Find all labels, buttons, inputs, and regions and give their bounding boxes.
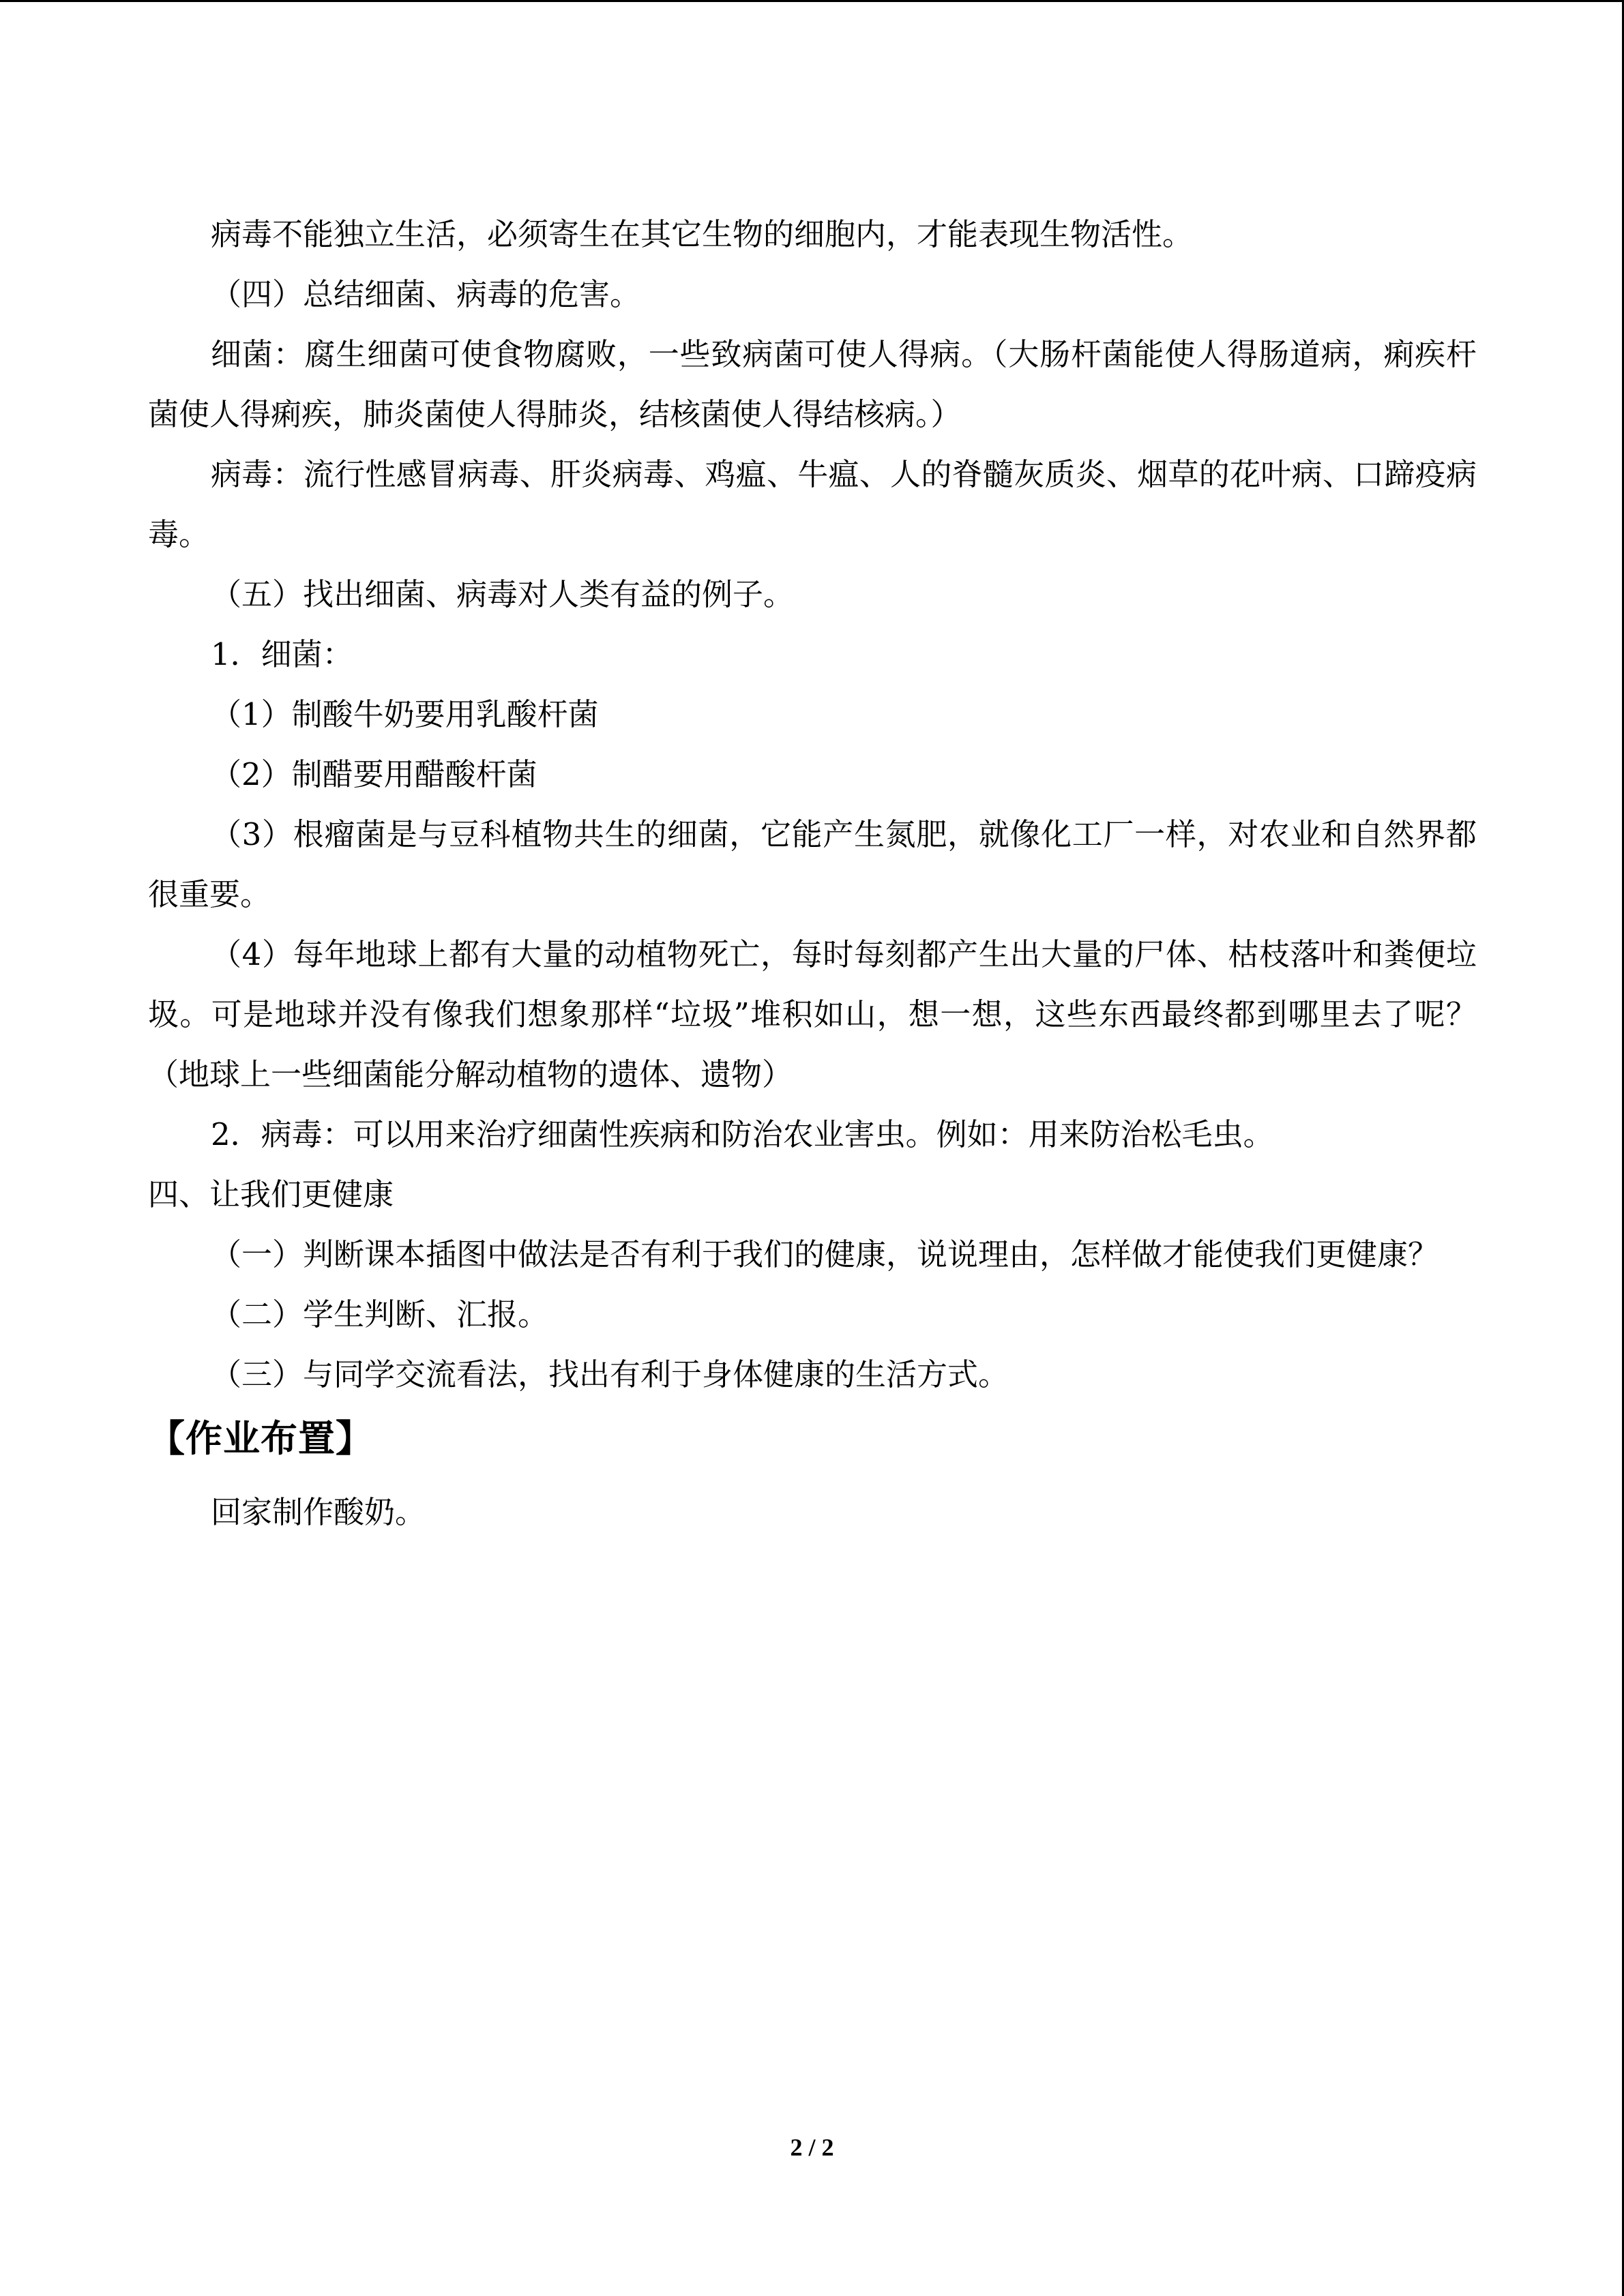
item-bacteria-2: （2）制醋要用醋酸杆菌 [211, 756, 537, 792]
paragraph-virus-parasitic: 病毒不能独立生活，必须寄生在其它生物的细胞内，才能表现生物活性。 [211, 216, 1194, 252]
section-five-title: （五）找出细菌、病毒对人类有益的例子。 [211, 576, 795, 612]
item-bacteria-3: （3）根瘤菌是与豆科植物共生的细菌，它能产生氮肥，就像化工厂一样，对农业和自然界都很重要。 [148, 816, 1477, 912]
item-healthier-1: （一）判断课本插图中做法是否有利于我们的健康，说说理由，怎样做才能使我们更健康？ [211, 1236, 1439, 1272]
item-bacteria-title: 1．细菌： [211, 636, 353, 672]
item-bacteria-4: （4）每年地球上都有大量的动植物死亡，每时每刻都产生出大量的尸体、枯枝落叶和粪便垃圾。可是地球并没有像我们想象那样“垃圾”堆积如山，想一想，这些东西最终都到哪里去了呢？（地球上一些细菌能分解动植物的遗体、遗物） [148, 936, 1477, 1092]
page-number: 2 / 2 [790, 2134, 834, 2161]
document-body [148, 205, 1477, 1542]
section-four-title: （四）总结细菌、病毒的危害。 [211, 276, 641, 312]
item-virus-benefit: 2．病毒：可以用来治疗细菌性疾病和防治农业害虫。例如：用来防治松毛虫。 [211, 1116, 1274, 1152]
section-healthier-title: 四、让我们更健康 [148, 1176, 394, 1212]
paragraph-bacteria-harm: 细菌：腐生细菌可使食物腐败，一些致病菌可使人得病。（大肠杆菌能使人得肠道病，痢疾杆菌使人得痢疾，肺炎菌使人得肺炎，结核菌使人得结核病。） [148, 336, 1477, 432]
item-healthier-3: （三）与同学交流看法，找出有利于身体健康的生活方式。 [211, 1356, 1009, 1392]
homework-text: 回家制作酸奶。 [211, 1494, 426, 1530]
homework-heading: 【作业布置】 [148, 1417, 373, 1460]
top-border-line [0, 0, 1624, 2]
item-bacteria-1: （1）制酸牛奶要用乳酸杆菌 [211, 696, 599, 732]
paragraph-virus-harm: 病毒：流行性感冒病毒、肝炎病毒、鸡瘟、牛瘟、人的脊髓灰质炎、烟草的花叶病、口蹄疫病毒。 [148, 456, 1477, 552]
item-healthier-2: （二）学生判断、汇报。 [211, 1296, 549, 1332]
